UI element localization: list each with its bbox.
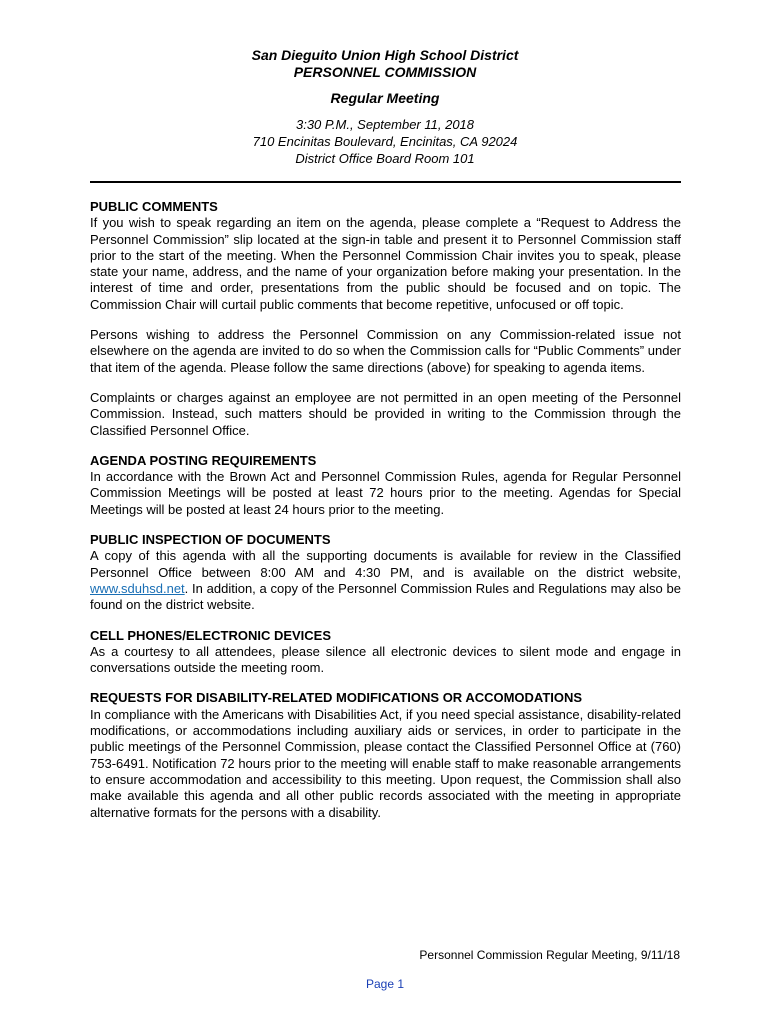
paragraph: In accordance with the Brown Act and Personnel Commission Rules, agenda for Regular Personnel Commission Meetings will be posted at least 72 hours prior to the meeting. Agendas for Special Meetings will be posted at least 24 hours prior to the meeting. <box>90 469 681 517</box>
meeting-room: District Office Board Room 101 <box>295 151 475 166</box>
paragraph: Complaints or charges against an employee are not permitted in an open meeting of the Personnel Commission. Instead, such matters should be provided in writing to the Commission through the Classified Personnel Office. <box>90 389 681 438</box>
document-header <box>90 47 680 167</box>
section-cell-phones <box>90 628 681 677</box>
meeting-time-date: 3:30 P.M., September 11, 2018 <box>295 117 475 132</box>
paragraph: If you wish to speak regarding an item on the agenda, please complete a “Request to Address the Personnel Commission” slip located at the sign-in table and present it to Personnel Commission staff prior to the start of the meeting. When the Personnel Commission Chair invites you to speak, please state your name, address, and the name of your organization before making your presentation. In the interest of time and order, presentations from the public should be focused and on topic. The Commission Chair will curtail public comments that become repetitive, unfocused or off topic. <box>90 215 681 312</box>
paragraph-text: . In addition, a copy of the Personnel Commission Rules and Regulations may also be found on the district website. <box>90 580 681 613</box>
paragraph: As a courtesy to all attendees, please silence all electronic devices to silent mode and engage in conversations outside the meeting room. <box>90 643 681 676</box>
district-website-link[interactable]: www.sduhsd.net <box>90 580 185 596</box>
meeting-type: Regular Meeting <box>330 90 440 106</box>
paragraph: In compliance with the Americans with Disabilities Act, if you need special assistance, disability-related modifications, or accommodations including auxiliary aids or services, in order to participate in the public meetings of the Personnel Commission, please contact the Classified Personnel Office at (760) 753-6491. Notification 72 hours prior to the meeting will enable staff to make reasonable arrangements to ensure accommodation and accessibility to this meeting. Upon request, the Commission shall also make available this agenda and all other public records associated with the meeting in appropriate alternative formats for the persons with a disability. <box>90 706 681 820</box>
section-title: PUBLIC COMMENTS <box>90 199 218 214</box>
header-divider <box>90 181 681 183</box>
page-number: Page 1 <box>365 977 405 991</box>
meeting-address: 710 Encinitas Boulevard, Encinitas, CA 92024 <box>252 134 518 149</box>
section-title: REQUESTS FOR DISABILITY-RELATED MODIFICATIONS OR ACCOMODATIONS <box>90 690 583 706</box>
footer-text: Personnel Commission Regular Meeting, 9/11/18 <box>419 948 680 962</box>
section-title: PUBLIC INSPECTION OF DOCUMENTS <box>90 532 331 548</box>
paragraph: Persons wishing to address the Personnel Commission on any Commission-related issue not elsewhere on the agenda are invited to do so when the Commission calls for “Public Comments” under that item of the agenda. Please follow the same directions (above) for speaking to agenda items. <box>90 327 681 375</box>
district-name: San Dieguito Union High School District <box>251 47 519 63</box>
section-title: AGENDA POSTING REQUIREMENTS <box>90 452 317 468</box>
section-title: CELL PHONES/ELECTRONIC DEVICES <box>90 627 332 643</box>
commission-name: PERSONNEL COMMISSION <box>293 64 477 80</box>
section-public-comments <box>90 199 681 439</box>
document-body <box>90 199 681 821</box>
section-agenda-posting <box>90 453 681 518</box>
section-disability <box>90 690 681 820</box>
paragraph-text: A copy of this agenda with all the supporting documents is available for review in the Classified Personnel Office between 8:00 AM and 4:30 PM, and is available on the district website, <box>90 548 681 580</box>
section-public-inspection <box>90 532 681 613</box>
paragraph <box>90 548 681 613</box>
